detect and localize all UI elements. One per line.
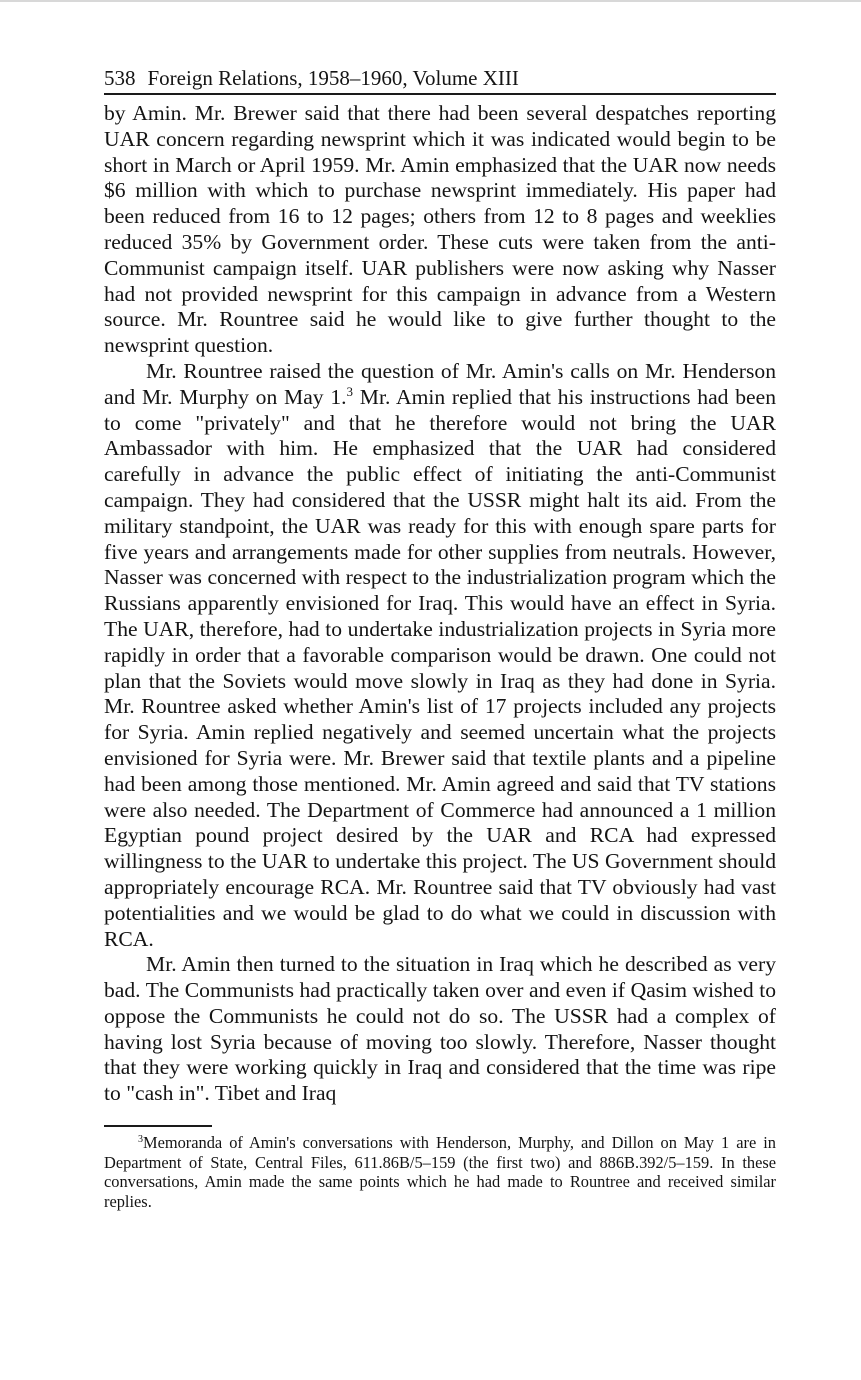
paragraph-2-text-before: Mr. Rountree raised the question of Mr. Amin's calls on Mr. Henderson and Mr. Murphy on May 1.	[104, 358, 776, 409]
page-number: 538	[104, 66, 136, 90]
scan-top-edge	[0, 0, 861, 2]
document-page	[104, 64, 776, 1211]
footnote-text: Memoranda of Amin's conversations with Henderson, Murphy, and Dillon on May 1 are in Department of State, Central Files, 611.86B/5–159 (the first two) and 886B.392/5–159. In these conversations, Amin made the same points which he had made to Rountree and received similar replies.	[104, 1133, 776, 1211]
footnote-reference: 3	[346, 383, 354, 399]
running-head	[104, 64, 776, 95]
footnote	[104, 1133, 776, 1211]
body-text	[104, 101, 776, 1107]
footnote-number: 3	[138, 1134, 143, 1146]
paragraph-1: by Amin. Mr. Brewer said that there had been several despatches reporting UAR concern regarding newsprint which it was indicated would begin to be short in March or April 1959. Mr. Amin emphasized that the UAR now needs $6 million with which to purchase newsprint immediately. His paper had been reduced from 16 to 12 pages; others from 12 to 8 pages and weeklies reduced 35% by Government order. These cuts were taken from the anti-Communist campaign itself. UAR publishers were now asking why Nasser had not provided newsprint for this campaign in advance from a Western source. Mr. Rountree said he would like to give further thought to the newsprint question.	[104, 101, 776, 358]
paragraph-2-text-after: Mr. Amin replied that his instructions had been to come "privately" and that he therefore would not bring the UAR Ambassador with him. He emphasized that the UAR had considered carefully in advance the public effect of initiating the anti-Communist campaign. They had considered that the USSR might halt its aid. From the military standpoint, the UAR was ready for this with enough spare parts for five years and arrangements made for other supplies from neutrals. However, Nasser was concerned with respect to the industrialization program which the Russians apparently envisioned for Iraq. This would have an effect in Syria. The UAR, therefore, had to undertake industrialization projects in Syria more rapidly in order that a favorable comparison would be drawn. One could not plan that the Soviets would move slowly in Iraq as they had done in Syria. Mr. Rountree asked whether Amin's list of 17 projects included any projects for Syria. Amin replied negatively and seemed uncertain what the projects envisioned for Syria were. Mr. Brewer said that textile plants and a pipeline had been among those mentioned. Mr. Amin agreed and said that TV stations were also needed. The Department of Commerce had announced a 1 million Egyptian pound project desired by the UAR and RCA had expressed willingness to the UAR to undertake this project. The US Government should appropriately encourage RCA. Mr. Rountree said that TV obviously had vast potentialities and we would be glad to do what we could in discussion with RCA.	[104, 384, 776, 951]
volume-title: Foreign Relations, 1958–1960, Volume XIII	[147, 66, 519, 90]
paragraph-2	[104, 359, 776, 952]
footnote-divider	[104, 1125, 212, 1127]
paragraph-3: Mr. Amin then turned to the situation in Iraq which he described as very bad. The Communists had practically taken over and even if Qasim wished to oppose the Communists he could not do so. The USSR had a complex of having lost Syria because of moving too slowly. Therefore, Nasser thought that they were working quickly in Iraq and considered that the time was ripe to "cash in". Tibet and Iraq	[104, 952, 776, 1106]
